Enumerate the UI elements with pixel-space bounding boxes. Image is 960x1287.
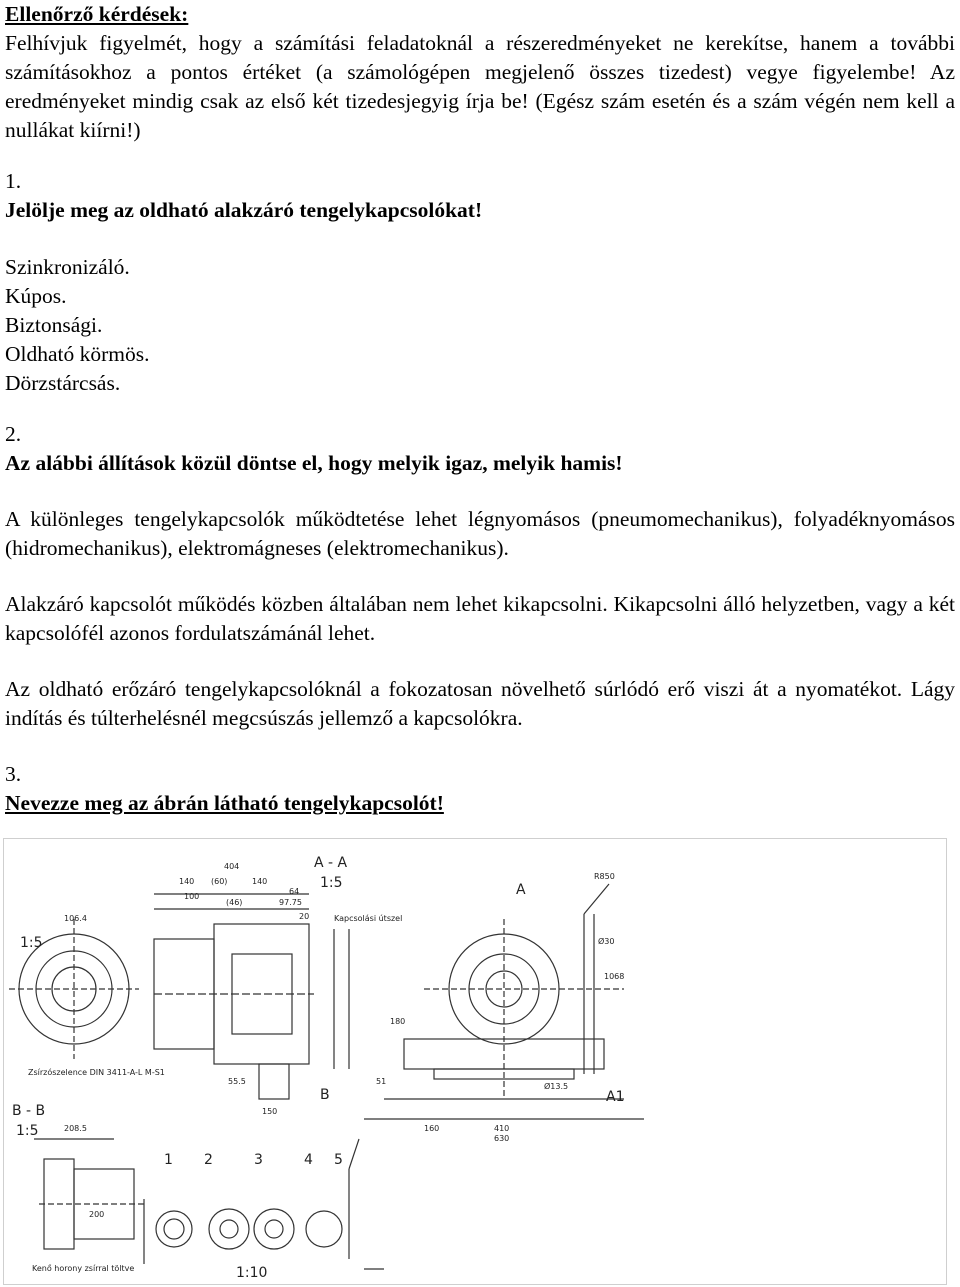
part-number: 5 [334, 1152, 343, 1168]
page-heading: Ellenőrző kérdések: [5, 2, 189, 26]
dimension-label: 51 [376, 1077, 387, 1086]
q1-title: Jelölje meg az oldható alakzáró tengelykapcsolókat! [5, 198, 483, 222]
exploded-parts-view [144, 1139, 384, 1269]
q1-option[interactable]: Biztonsági. [5, 313, 103, 337]
dimension-label: 140 [252, 877, 268, 886]
document-page [5, 0, 955, 818]
side-view [364, 884, 644, 1119]
intro-paragraph: Felhívjuk figyelmét, hogy a számítási feladatoknál a részeredményeket ne kerekítse, hanem a további számításokhoz a pontos értéket (a számológépen megjelenő összes tizedest) vegye figyelembe! Az eredményeket mindig csak az első két tizedesjegyig írja be! (Egész szám esetén és a szám végén nem kell a nullákat kiírni!) [5, 31, 955, 142]
lube-note: Zsírzószelence DIN 3411-A-L M-S1 [28, 1068, 165, 1077]
dimension-label: Ø30 [598, 937, 615, 946]
q2-statement[interactable]: Az oldható erőzáró tengelykapcsolóknál a fokozatosan növelhető súrlódó erő viszi át a nyomatékot. Lágy indítás és túlterhelésnél megcsúszás jellemző a kapcsolókra. [5, 677, 955, 730]
dimension-label: 1068 [604, 972, 625, 981]
q1-option[interactable]: Dörzstárcsás. [5, 371, 121, 395]
dimension-label: 150 [262, 1107, 278, 1116]
marker-a1: A1 [606, 1089, 625, 1105]
q1-option[interactable]: Szinkronizáló. [5, 255, 130, 279]
part-number: 4 [304, 1152, 313, 1168]
q2-number: 2. [5, 422, 22, 446]
dimension-label: 410 [494, 1124, 510, 1133]
q3-title: Nevezze meg az ábrán látható tengelykapcsolót! [5, 791, 444, 815]
part-number: 2 [204, 1152, 213, 1168]
section-marker-a: A [516, 882, 526, 898]
part-number: 3 [254, 1152, 263, 1168]
part-number: 1 [164, 1152, 173, 1168]
dimension-label: (60) [211, 877, 228, 886]
groove-note: Kenő horony zsírral töltve [32, 1264, 135, 1273]
technical-drawing-svg [4, 839, 946, 1284]
q3-number: 3. [5, 762, 22, 786]
dimension-label: (46) [226, 898, 243, 907]
parts-scale: 1:10 [236, 1265, 268, 1281]
dimension-label: 100 [184, 892, 200, 901]
section-aa-title: A - A [314, 855, 348, 871]
section-aa-view [154, 894, 349, 1099]
dimension-label: 160 [424, 1124, 440, 1133]
q2-statement[interactable]: A különleges tengelykapcsolók működtetése lehet légnyomásos (pneumomechanikus), folyadéknyomásos (hidromechanikus), elektromágneses (elektromechanikus). [5, 507, 955, 560]
dimension-label: 208.5 [64, 1124, 87, 1133]
marker-b: B [320, 1087, 330, 1103]
q1-option[interactable]: Oldható körmös. [5, 342, 150, 366]
q2-title: Az alábbi állítások közül döntse el, hogy melyik igaz, melyik hamis! [5, 451, 623, 475]
dimension-label: 97.75 [279, 898, 302, 907]
q1-number: 1. [5, 169, 22, 193]
dimension-label: 404 [224, 862, 240, 871]
section-bb-view [34, 1139, 144, 1249]
dimension-label: 630 [494, 1134, 510, 1143]
dimension-label: 106.4 [64, 914, 87, 923]
dimension-label: R850 [594, 872, 615, 881]
section-bb-title: B - B [12, 1103, 46, 1119]
end-view-scale: 1:5 [20, 935, 43, 951]
coupling-drawing [3, 838, 947, 1285]
section-bb-scale: 1:5 [16, 1123, 39, 1139]
q1-option[interactable]: Kúpos. [5, 284, 67, 308]
dimension-label: Ø13.5 [544, 1082, 569, 1091]
dimension-label: 140 [179, 877, 195, 886]
dimension-label: 200 [89, 1210, 105, 1219]
switch-travel-note: Kapcsolási útszel [334, 914, 403, 923]
dimension-label: 64 [289, 887, 300, 896]
dimension-label: 55.5 [228, 1077, 246, 1086]
q2-statement[interactable]: Alakzáró kapcsolót működés közben általában nem lehet kikapcsolni. Kikapcsolni álló helyzetben, vagy a két kapcsolófél azonos fordulatszámánál lehet. [5, 592, 955, 645]
section-aa-scale: 1:5 [320, 875, 343, 891]
dimension-label: 20 [299, 912, 310, 921]
drawing-labels [12, 855, 624, 1281]
dimension-label: 180 [390, 1017, 406, 1026]
